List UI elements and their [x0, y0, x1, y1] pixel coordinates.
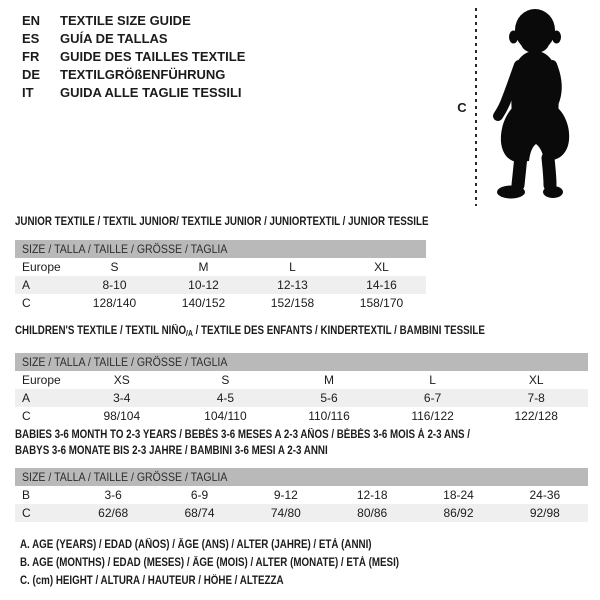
table-row-height: [15, 504, 588, 522]
size-cell: 10-12: [188, 278, 219, 292]
legend-line-c: [20, 572, 466, 590]
row-label: A: [22, 278, 31, 292]
children-table: [15, 353, 588, 425]
language-code: DE: [22, 67, 41, 82]
language-row-fr: [22, 48, 245, 66]
size-cell: 98/104: [103, 409, 141, 423]
size-header-text: SIZE / TALLA / TAILLE / GRÖSSE / TAGLIA: [22, 470, 228, 484]
height-marker-label: C: [457, 100, 467, 115]
size-cell: 92/98: [529, 506, 560, 520]
column-header: L: [289, 260, 296, 274]
size-cell: 158/170: [359, 296, 404, 310]
language-label: TEXTILE SIZE GUIDE: [60, 13, 191, 28]
legend-line-a-text: A. AGE (YEARS) / EDAD (AÑOS) / ÂGE (ANS) / ALTER (JAHRE) / ETÀ (ANNI): [20, 539, 372, 551]
row-label: B: [22, 488, 31, 502]
row-label: C: [22, 409, 31, 423]
row-label: C: [22, 296, 31, 310]
toddler-silhouette-icon: [482, 6, 592, 206]
language-row-en: [22, 12, 245, 30]
language-label: GUIDE DES TAILLES TEXTILE: [60, 49, 246, 64]
size-cell: 6-9: [190, 488, 209, 502]
size-cell: 6-7: [423, 391, 442, 405]
size-cell: 3-4: [113, 391, 131, 405]
language-row-it: [22, 84, 245, 102]
height-dotted-line: [475, 8, 477, 206]
size-cell: 12-18: [356, 488, 388, 502]
size-cell: 9-12: [273, 488, 298, 502]
table-title-text: [15, 324, 485, 341]
table-row-age: [15, 276, 426, 294]
size-cell: 80/86: [357, 506, 388, 520]
size-cell: 3-6: [104, 488, 122, 502]
table-title: [15, 215, 429, 229]
size-cell: 68/74: [184, 506, 215, 520]
language-code: IT: [22, 85, 34, 100]
language-label: TEXTILGRÖßENFÜHRUNG: [60, 67, 226, 82]
legend-line-c-text: C. (cm) HEIGHT / ALTURA / HAUTEUR / HÖHE / ALTEZZA: [20, 575, 284, 587]
row-label: Europe: [22, 373, 61, 387]
height-figure: [450, 0, 600, 215]
table-title: [15, 427, 588, 459]
size-cell: 104/110: [204, 409, 247, 423]
size-cell: 74/80: [270, 506, 301, 520]
size-header-bar: [15, 353, 588, 371]
column-header: S: [110, 260, 119, 274]
row-label: Europe: [22, 260, 61, 274]
babies-table-section: [15, 427, 588, 522]
table-row-europe: [15, 258, 426, 276]
size-cell: 152/158: [270, 296, 315, 310]
table-row-age: [15, 389, 588, 407]
table-row-europe: [15, 371, 588, 389]
table-title-text: JUNIOR TEXTILE / TEXTIL JUNIOR/ TEXTILE JUNIOR / JUNIORTEXTIL / JUNIOR TESSILE: [15, 216, 429, 228]
column-header: XL: [528, 373, 544, 387]
size-cell: 110/116: [308, 409, 350, 423]
legend-line-b-text: B. AGE (MONTHS) / EDAD (MESES) / ÂGE (MOIS) / ALTER (MONATE) / ETÀ (MESI): [20, 557, 400, 569]
size-cell: 116/122: [411, 409, 454, 423]
size-cell: 14-16: [366, 278, 397, 292]
junior-table-section: [15, 215, 429, 312]
table-row-height: [15, 294, 426, 312]
column-header: M: [198, 260, 209, 274]
table-title-subscript: /A: [186, 329, 193, 338]
language-row-de: [22, 66, 245, 84]
size-cell: 5-6: [320, 391, 338, 405]
table-title-line2: BABYS 3-6 MONATE BIS 2-3 JAHRE / BAMBINI 3-6 MESI A 2-3 ANNI: [15, 445, 328, 457]
size-cell: 122/128: [514, 409, 558, 423]
language-code: EN: [22, 13, 41, 28]
size-cell: 4-5: [216, 391, 235, 405]
size-cell: 8-10: [102, 278, 127, 292]
table-title-suffix: / TEXTILE DES ENFANTS / KINDERTEXTIL / BAMBINI TESSILE: [192, 325, 485, 337]
size-cell: 24-36: [529, 488, 561, 502]
size-cell: 140/152: [181, 296, 226, 310]
language-label: GUIDA ALLE TAGLIE TESSILI: [60, 85, 242, 100]
size-cell: 62/68: [98, 506, 129, 520]
column-header: XS: [113, 373, 130, 387]
language-code: ES: [22, 31, 40, 46]
junior-table: [15, 240, 426, 312]
language-row-es: [22, 30, 245, 48]
size-cell: 86/92: [443, 506, 474, 520]
size-header-bar: [15, 240, 426, 258]
row-label: A: [22, 391, 31, 405]
size-cell: 7-8: [527, 391, 545, 405]
language-label: GUÍA DE TALLAS: [60, 31, 168, 46]
column-header: L: [429, 373, 436, 387]
table-title-prefix: CHILDREN'S TEXTILE / TEXTIL NIÑO: [15, 325, 187, 337]
language-code: FR: [22, 49, 40, 64]
column-header: M: [323, 373, 334, 387]
size-cell: 12-13: [277, 278, 308, 292]
legend-line-a: [20, 536, 466, 554]
size-header-bar: [15, 468, 588, 486]
size-header-text: SIZE / TALLA / TAILLE / GRÖSSE / TAGLIA: [22, 242, 228, 256]
row-label: C: [22, 506, 31, 520]
table-title: [15, 324, 588, 341]
size-cell: 128/140: [92, 296, 137, 310]
babies-table: [15, 468, 588, 522]
legend: [20, 536, 466, 590]
children-table-section: [15, 324, 588, 425]
language-list: [22, 12, 245, 102]
legend-line-b: [20, 554, 466, 572]
size-header-text: SIZE / TALLA / TAILLE / GRÖSSE / TAGLIA: [22, 355, 228, 369]
size-cell: 18-24: [443, 488, 474, 502]
table-row-height: [15, 407, 588, 425]
column-header: XL: [374, 260, 389, 274]
column-header: S: [221, 373, 230, 387]
table-row-age-months: [15, 486, 588, 504]
table-title-line1: BABIES 3-6 MONTH TO 2-3 YEARS / BEBÉS 3-6 MESES A 2-3 AÑOS / BÉBÉS 3-6 MOIS À 2-3 ANS /: [15, 429, 471, 441]
